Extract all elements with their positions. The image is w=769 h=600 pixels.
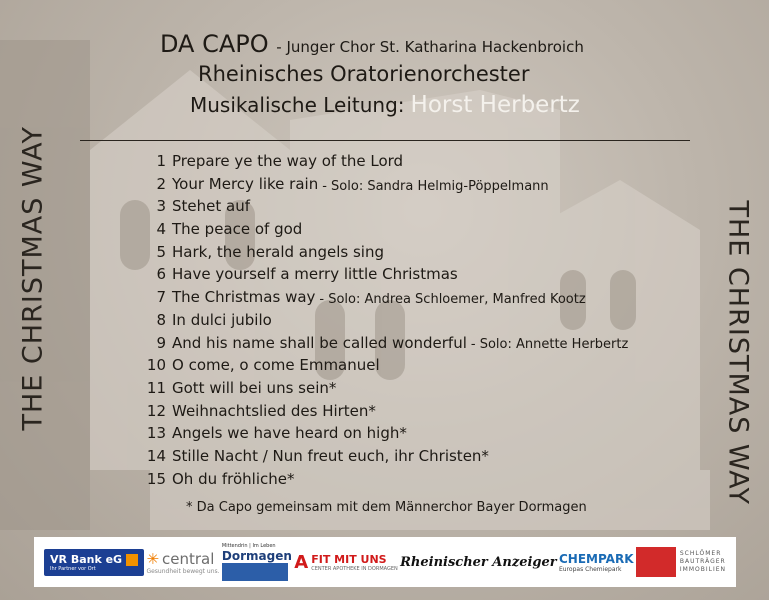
dormagen-crest-icon [222,563,288,581]
chempark-name: CHEMPARK [559,551,634,566]
musical-direction [190,92,580,118]
track-title: Prepare ye the way of the Lord [172,152,404,170]
central-slogan: Gesundheit bewegt uns. [146,567,220,575]
track-title: Gott will bei uns sein* [172,378,337,397]
pharmacy-a-icon: A [294,551,309,573]
choir-name: DA CAPO [160,30,269,58]
track-title: In dulci jubilo [172,310,272,329]
track-number: 1 [156,152,166,170]
direction-label: Musikalische Leitung: [190,93,405,117]
track-title: And his name shall be called wonderful [172,333,467,352]
sponsor-rheinischer-anzeiger [400,542,557,582]
track-item [140,334,628,357]
track-title: The Christmas way [172,288,316,307]
track-solo: - Solo: Annette Herbertz [470,337,629,353]
track-number: 6 [156,265,166,284]
album-title-left: THE CHRISTMAS WAY [17,125,49,431]
track-title: The peace of god [172,220,303,239]
track-title: Angels we have heard on high* [172,424,407,443]
vr-bank-mark-icon [126,554,138,566]
choir-subtitle: - Junger Chor St. Katharina Hackenbroich [276,38,584,56]
dormagen-name: Dormagen [221,549,292,563]
vr-bank-name: VR Bank eG [50,552,123,566]
track-title: Weihnachtslied des Hirten* [172,401,376,420]
track-title: Hark, the herald angels sing [172,242,385,261]
track-title: Oh du fröhliche* [172,469,295,488]
track-item [140,175,628,198]
sponsor-dormagen [222,542,292,582]
footnote: * Da Capo gemeinsam mit dem Männerchor Bayer Dormagen [186,500,587,515]
track-solo: - Solo: Andrea Schloemer, Manfred Kootz [319,291,586,307]
schloemer-line1: SCHLÖMER [679,550,722,557]
track-item [140,379,628,402]
schloemer-logo-icon [636,547,676,577]
divider [80,140,690,141]
sponsor-central [146,542,219,582]
track-number: 8 [156,310,166,329]
track-item [140,447,628,470]
track-title: Stille Nacht / Nun freut euch, ihr Christen* [172,446,489,465]
sponsor-bar [34,537,736,587]
track-number: 5 [156,242,166,261]
director-name: Horst Herbertz [410,92,580,118]
track-item [140,311,628,334]
track-title: Have yourself a merry little Christmas [172,265,458,284]
sponsor-fit-mit-uns [294,542,397,582]
vr-bank-logo [44,549,144,576]
track-item [140,470,628,493]
sponsor-vr-bank [44,542,144,582]
track-title: O come, o come Emmanuel [172,356,380,375]
chempark-slogan: Europas Chemiepark [559,565,622,573]
track-number: 11 [146,378,166,397]
anzeiger-name: Rheinischer Anzeiger [400,554,557,570]
track-number: 13 [146,424,166,443]
vr-bank-slogan: Ihr Partner vor Ort [50,565,96,572]
fit-slogan: CENTER APOTHEKE IN DORMAGEN [311,565,398,572]
track-number: 14 [146,446,166,465]
tracklist [140,152,628,492]
track-item [140,220,628,243]
fit-name: FIT MIT UNS [311,552,387,566]
track-item [140,243,628,266]
track-number: 12 [146,401,166,420]
track-item [140,424,628,447]
sponsor-chempark [559,542,634,582]
orchestra-name: Rheinisches Oratorienorchester [198,62,530,86]
track-title: Stehet auf [172,197,250,216]
schloemer-line2: BAUTRÄGER [679,558,726,565]
album-title-right: THE CHRISTMAS WAY [722,200,754,506]
track-item [140,152,628,175]
track-number: 2 [156,174,166,193]
choir-heading [160,30,584,58]
track-solo: - Solo: Sandra Helmig-Pöppelmann [322,178,549,194]
central-dots-icon: ✳ [146,549,160,568]
central-name: central [162,549,215,568]
track-number: 7 [156,288,166,307]
track-item [140,265,628,288]
track-number: 15 [146,469,166,488]
track-number: 3 [156,197,166,216]
track-item [140,402,628,425]
track-number: 4 [156,220,166,239]
track-number: 9 [156,333,166,352]
sponsor-schloemer [636,542,726,582]
track-item [140,197,628,220]
track-item [140,288,628,311]
track-item [140,356,628,379]
dormagen-tagline: Mittendrin | Im Leben [221,543,276,549]
schloemer-line3: IMMOBILIEN [679,566,726,573]
track-number: 10 [146,356,166,375]
track-title: Your Mercy like rain [172,174,319,193]
